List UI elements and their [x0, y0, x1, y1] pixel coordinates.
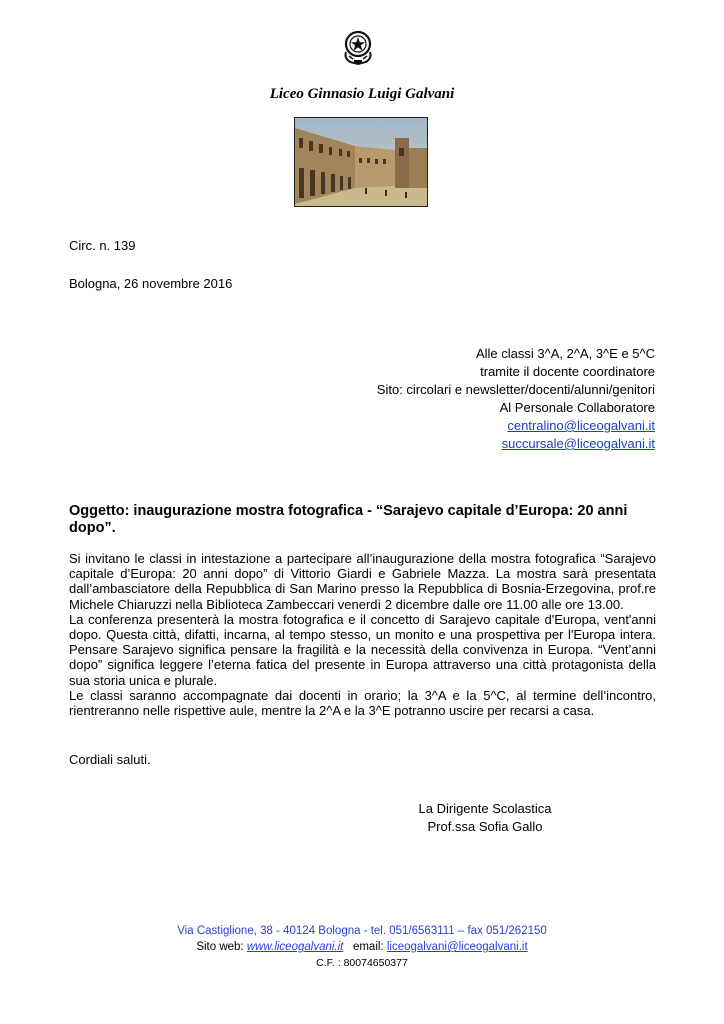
- signature-block: [400, 800, 570, 836]
- body-paragraph: La conferenza presenterà la mostra fotografica e il concetto di Sarajevo capitale d'Europa, vent'anni dopo. Questa città, difatti, incarna, al tempo stesso, un monito e una prospettiva per l'Europa intera. Pensare Sarajevo significa pensare la fragilità e la necessità della convivenza in Europa. “Vent’anni dopo” significa leggere l’eterna fatica del presente in Europa attraverso una città protagonista della sua storia unica e plurale.: [69, 611, 656, 688]
- circular-number: Circ. n. 139: [69, 238, 136, 253]
- recipient-line: Alle classi 3^A, 2^A, 3^E e 5^C: [475, 346, 655, 361]
- body-paragraph: Si invitano le classi in intestazione a partecipare all’inaugurazione della mostra fotografica “Sarajevo capitale d’Europa: 20 anni dopo” di Vittorio Giardi e Gabriele Mazza. La mostra sarà presentata dall’ambasciatore della Repubblica di San Marino presso la Repubblica di Bosnia-Erzegovina, prof.re Michele Chiaruzzi nella Biblioteca Zambeccari venerdì 2 dicembre dalle ore 11.00 alle ore 13.00.: [69, 551, 656, 612]
- closing-greeting: Cordiali saluti.: [69, 752, 151, 767]
- signature-name: Prof.ssa Sofia Gallo: [427, 819, 543, 834]
- republic-emblem-icon: [341, 26, 375, 66]
- recipient-line: Al Personale Collaboratore: [499, 400, 655, 415]
- body-text: [69, 551, 656, 718]
- footer-contacts: [0, 939, 724, 955]
- recipient-line: tramite il docente coordinatore: [480, 364, 655, 379]
- signature-role: La Dirigente Scolastica: [418, 801, 552, 816]
- recipients-block: [377, 345, 655, 453]
- footer-address: Via Castiglione, 38 - 40124 Bologna - tel. 051/6563111 – fax 051/262150: [177, 925, 547, 937]
- website-link[interactable]: www.liceogalvani.it: [246, 941, 344, 953]
- place-date: Bologna, 26 novembre 2016: [69, 276, 233, 291]
- fiscal-code: C.F. : 80074650377: [316, 957, 408, 969]
- school-building-illustration: [294, 117, 428, 207]
- footer-email-link[interactable]: liceogalvani@liceogalvani.it: [386, 941, 528, 953]
- school-name: Liceo Ginnasio Luigi Galvani: [269, 86, 455, 102]
- email-link-succursale[interactable]: succursale@liceogalvani.it: [501, 436, 655, 451]
- footer: [0, 923, 724, 971]
- email-label: email:: [352, 941, 384, 953]
- recipient-line: Sito: circolari e newsletter/docenti/alunni/genitori: [376, 382, 655, 397]
- body-paragraph: Le classi saranno accompagnate dai docenti in orario; la 3^A e la 5^C, al termine dell’incontro, rientreranno nelle rispettive aule, mentre la 2^A e la 3^E potranno uscire per recarsi a casa.: [69, 687, 656, 719]
- subject-heading: Oggetto: inaugurazione mostra fotografica - “Sarajevo capitale d’Europa: 20 anni dopo”.: [69, 503, 628, 536]
- web-label: Sito web:: [196, 941, 244, 953]
- email-link-centralino[interactable]: centralino@liceogalvani.it: [507, 418, 655, 433]
